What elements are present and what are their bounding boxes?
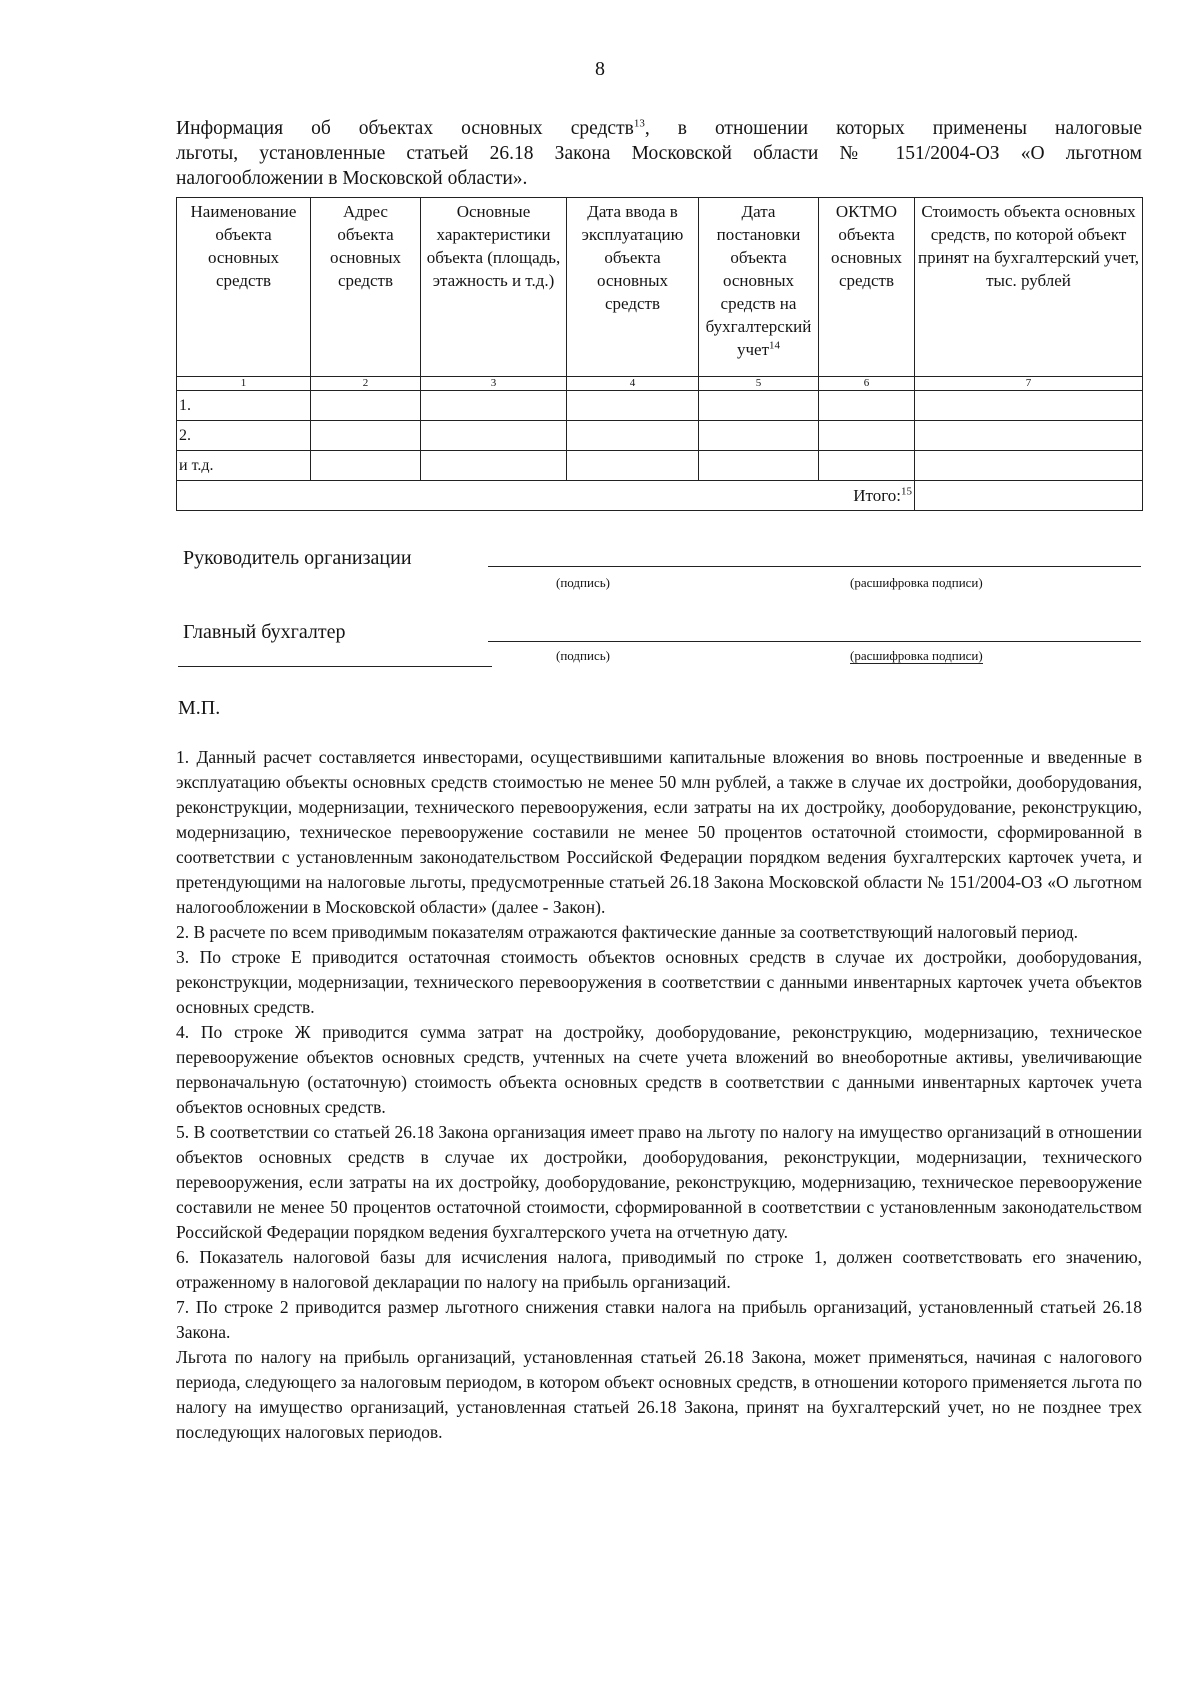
column-number: 3 [421,377,567,391]
table-cell[interactable] [421,451,567,481]
note-3: 3. По строке Е приводится остаточная стоимость объектов основных средств в случае их достройки, дооборудования, реконструкции, модернизации, технического перевооружения в соответствии с данными инвентарных карточек учета объектов основных средств. [176,947,1142,1017]
table-cell[interactable] [915,451,1143,481]
intro-line-2: льготы, установленные статьей 26.18 Закона Московской области № 151/2004-ОЗ «О льготном [176,143,1142,164]
intro-text: Информация об объектах основных средств [176,118,634,139]
chief-accountant-signature-line[interactable] [488,641,1141,642]
header-cell: Дата ввода в эксплуатацию объекта основных средств [567,198,699,377]
signature-caption: (подпись) [556,575,610,590]
note-1: 1. Данный расчет составляется инвесторами, осуществившими капитальные вложения во вновь построенные и введенные в эксплуатацию объекты основных средств стоимостью не менее 50 млн рублей, а также в случае их достройки, дооборудования, реконструкции, модернизации, технического перевооружения, если затраты на их достройку, дооборудование, реконструкцию, модернизацию, техническое перевооружение составили не менее 50 процентов остаточной стоимости, сформированной в соответствии с установленным законодательством Российской Федерации порядком ведения бухгалтерских карточек учета, и претендующими на налоговые льготы, предусмотренные статьей 26.18 Закона Московской области № 151/2004-ОЗ «О льготном налогообложении в Московской области» (далее - Закон). [176,747,1142,917]
table-cell[interactable] [819,451,915,481]
chief-accountant-label: Главный бухгалтер [183,621,346,643]
table-cell[interactable] [819,391,915,421]
intro-paragraph [176,116,1142,191]
total-label-cell [177,481,915,511]
header-cell: Адрес объекта основных средств [311,198,421,377]
header-cell: Основные характеристики объекта (площадь, этажность и т.д.) [421,198,567,377]
table-cell[interactable] [421,421,567,451]
footnote-ref-13: 13 [633,117,645,130]
note-2: 2. В расчете по всем приводимым показателям отражаются фактические данные за соответствующий налоговый период. [176,922,1079,942]
column-number: 1 [177,377,311,391]
header-cell: ОКТМО объекта основных средств [819,198,915,377]
note-6: 6. Показатель налоговой базы для исчисления налога, приводимый по строке 1, должен соответствовать его значению, отраженному в налоговой декларации по налогу на прибыль организаций. [176,1247,1142,1292]
fixed-assets-table [176,197,1143,511]
column-number-row [177,377,1143,391]
table-cell[interactable] [421,391,567,421]
row-label: 1. [177,391,311,421]
table-cell[interactable] [567,391,699,421]
signature-caption: (подпись) [556,648,610,663]
table-header-row [177,198,1143,377]
row-label: и т.д. [177,451,311,481]
table-row [177,391,1143,421]
header-cell-5 [699,198,819,377]
note-5: 5. В соответствии со статьей 26.18 Закона организация имеет право на льготу по налогу на имущество организаций в отношении объектов основных средств в случае их достройки, дооборудования, реконструкции, модернизации, технического перевооружения, если затраты на их достройку, дооборудование, реконструкцию, модернизацию, техническое перевооружение составили не менее 50 процентов остаточной стоимости, сформированной в соответствии с установленным законодательством Российской Федерации порядком ведения бухгалтерского учета на отчетную дату. [176,1122,1142,1242]
page-number: 8 [595,58,605,80]
total-value-cell[interactable] [915,481,1143,511]
column-number: 7 [915,377,1143,391]
note-4: 4. По строке Ж приводится сумма затрат на достройку, дооборудование, реконструкцию, модернизацию, техническое перевооружение объектов основных средств, учтенных на счете учета вложений во внеоборотные активы, увеличивающие первоначальную (остаточную) стоимость объекта основных средств в соответствии с данными инвентарных карточек учета объектов основных средств. [176,1022,1142,1117]
table-cell[interactable] [699,451,819,481]
header-cell: Стоимость объекта основных средств, по которой объект принят на бухгалтерский учет, тыс. рублей [915,198,1143,377]
header-text: Дата постановки объекта основных средств на бухгалтерский учет [705,202,812,359]
intro-text-cont: , в отношении которых применены налоговые [644,118,1142,139]
head-of-organization-label: Руководитель организации [183,547,412,569]
table-cell[interactable] [699,391,819,421]
column-number: 6 [819,377,915,391]
table-cell[interactable] [819,421,915,451]
decryption-caption: (расшифровка подписи) [850,648,983,663]
total-row [177,481,1143,511]
table-row [177,451,1143,481]
row-label: 2. [177,421,311,451]
table-cell[interactable] [311,421,421,451]
notes-section [176,745,1142,1445]
table-row [177,421,1143,451]
footnote-ref-15: 15 [901,485,912,498]
intro-line-3: налогообложении в Московской области». [176,168,528,189]
note-7: 7. По строке 2 приводится размер льготного снижения ставки налога на прибыль организаций, установленный статьей 26.18 Закона. [176,1297,1142,1342]
table-cell[interactable] [567,421,699,451]
column-number: 5 [699,377,819,391]
column-number: 4 [567,377,699,391]
note-7-continuation: Льгота по налогу на прибыль организаций, установленная статьей 26.18 Закона, может применяться, начиная с налогового периода, следующего за налоговым периодом, в котором объект основных средств, в отношении которого применяется льгота по налогу на имущество организаций, установленная статьей 26.18 Закона, принят на бухгалтерский учет, но не позднее трех последующих налоговых периодов. [176,1347,1142,1442]
footnote-ref-14: 14 [769,339,781,352]
stamp-place-label: М.П. [178,697,221,719]
head-signature-line[interactable] [488,566,1141,567]
table-cell[interactable] [699,421,819,451]
table-cell[interactable] [311,391,421,421]
decryption-caption: (расшифровка подписи) [850,575,983,590]
table-cell[interactable] [915,421,1143,451]
column-number: 2 [311,377,421,391]
table-cell[interactable] [567,451,699,481]
chief-accountant-underline [178,666,492,667]
table-cell[interactable] [311,451,421,481]
total-label: Итого: [853,486,901,505]
table-cell[interactable] [915,391,1143,421]
intro-line-1 [176,116,1142,141]
header-cell: Наименование объекта основных средств [177,198,311,377]
